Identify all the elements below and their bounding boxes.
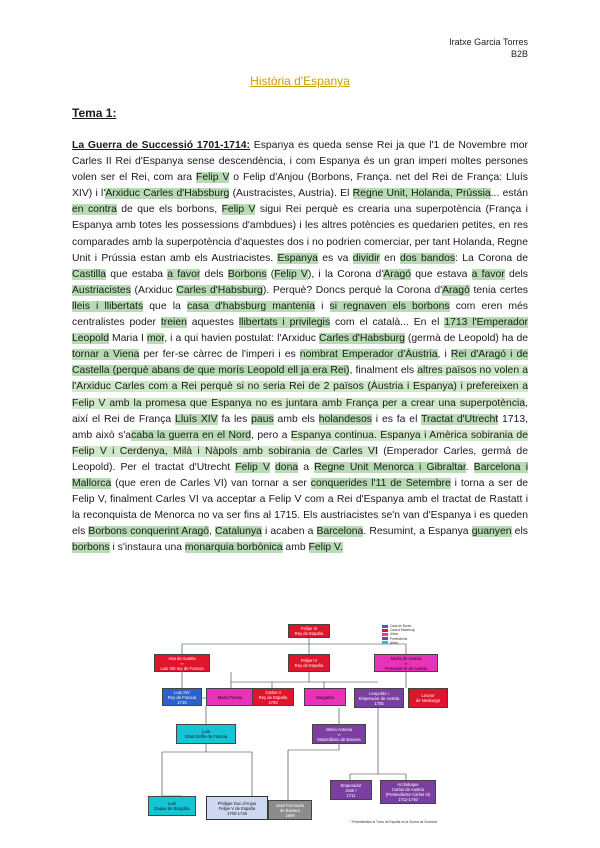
text-segment: els xyxy=(511,526,528,538)
node-leopold: Leopoldo I Emperador de Austria 1705 xyxy=(354,688,404,708)
text-segment: que estava xyxy=(411,268,472,280)
highlighted-text: Carles d'Habsburg xyxy=(319,333,405,345)
highlighted-text: Barcelona xyxy=(316,526,364,538)
text-segment: i s'instaura una xyxy=(109,542,185,554)
highlighted-text: monarquia borbònica xyxy=(184,542,283,554)
highlighted-text: guanyen xyxy=(471,526,512,538)
text-segment: Espanya es queda sense Rei ja que l'1 de Novembre mor Carles II Rei d'Espanya sense descendència, i com Espanya és un gran imperi moltes persones volen ser el Rei, com ara xyxy=(72,140,528,184)
text-segment: ), i la Corona d' xyxy=(307,268,384,280)
highlighted-text: Regne Unit Menorca i Gibraltar xyxy=(314,461,466,473)
paragraph-text xyxy=(72,140,528,553)
node-luis14: Luis XIV Rey de Francia 1715 xyxy=(162,688,202,706)
highlighted-text: Espanya continua. Espanya i Amèrica sobirania de Felip V i Cerdenya, Milà i Nàpols amb sobirania de Carles VI xyxy=(72,429,528,457)
highlighted-text: treien xyxy=(160,317,187,329)
highlighted-text: casa d'habsburg mantenia xyxy=(186,300,315,312)
highlighted-text: Tractat d'Utrecht xyxy=(421,413,499,425)
text-segment: que la xyxy=(143,300,187,312)
paragraph-lead: La Guerra de Successió 1701-1714: xyxy=(72,140,250,151)
text-segment: 1713, amb això s'a xyxy=(72,413,529,441)
highlighted-text: Aragó xyxy=(442,284,470,296)
highlighted-text: tornar a Viena xyxy=(72,349,140,361)
highlighted-text: altres països no volen a l'Arxiduc Carles com a Rei perquè si no seria Rei de 2 països (Àustria i Espanya) i prefereixen a Felip V amb la promesa que Espanya no es juntara amb França per a crear una superpotència xyxy=(72,365,529,409)
text-segment: (germà de Leopold) ha de xyxy=(404,333,528,345)
node-carles6: Archiduque Carlos de Austria (Pretendiente Carlos III) 1711-1740 xyxy=(380,780,436,804)
legend-item: Altres xyxy=(382,641,415,645)
text-segment: . Resumint, a Espanya xyxy=(363,526,472,538)
tree-legend xyxy=(382,624,415,645)
node-lluis: Luis Gran Delfín de Francia xyxy=(176,724,236,744)
text-segment: que estaba xyxy=(106,268,168,280)
text-segment: de que els borbons, xyxy=(116,204,222,216)
node-felip5: Philippe Duc d'Anjou Felipe V de España 1700-1746 xyxy=(206,796,268,820)
text-segment: , xyxy=(209,526,216,538)
text-segment: Maria I xyxy=(108,333,147,345)
author-name: Iratxe Garcia Torres xyxy=(449,37,528,47)
text-segment: amb xyxy=(282,542,309,554)
node-felip3: Felipe III Rey de España xyxy=(288,624,330,638)
text-segment: i es fa el xyxy=(371,413,422,425)
highlighted-text: llibertats i privilegis xyxy=(238,317,331,329)
highlighted-text: Borbons conquerint Aragó xyxy=(88,526,210,538)
node-josep1: Emperador José I 1711 xyxy=(330,780,372,800)
text-segment: (Arxiduc xyxy=(130,284,177,296)
highlighted-text: Aragó xyxy=(383,268,412,280)
text-segment: amb els xyxy=(273,413,319,425)
text-segment: ). Perquè? Doncs perquè la Corona d' xyxy=(262,284,443,296)
node-mantonia: María Antonia ∞ Maximiliano de Baviera xyxy=(312,724,366,744)
highlighted-text: nombrat Emperador d'Àustria xyxy=(299,349,438,361)
highlighted-text: Felip V xyxy=(235,461,270,473)
text-segment: (Emperador Carles, germà de Leopold). Per el tractat d'Utrecht xyxy=(72,445,528,473)
node-leonor: Leonor de Neoburgo xyxy=(408,688,448,708)
class-group: B2B xyxy=(510,49,528,59)
main-paragraph xyxy=(72,138,528,556)
author-block xyxy=(449,36,528,60)
text-segment: per fer-se càrrec de l'imperi i es xyxy=(139,349,300,361)
family-tree-diagram xyxy=(148,624,460,834)
node-mteresa: María Teresa xyxy=(206,688,254,706)
legend-item: Pretendents xyxy=(382,637,415,641)
legend-item: Altres xyxy=(382,632,415,636)
text-segment: . xyxy=(465,461,474,473)
text-segment: tenia certes xyxy=(469,284,528,296)
highlighted-text: Catalunya xyxy=(215,526,262,538)
text-segment: com el català... En el xyxy=(330,317,445,329)
text-segment: aquestes xyxy=(186,317,239,329)
highlighted-text: Felip V xyxy=(221,204,256,216)
text-segment: i xyxy=(314,300,330,312)
legend-item: Casa de Borbó xyxy=(382,624,415,628)
highlighted-text: Lluís XIV xyxy=(175,413,218,425)
text-segment: ... están xyxy=(490,188,529,200)
text-segment: , així el Rei de França xyxy=(72,397,528,425)
highlighted-text: Felip V xyxy=(196,172,230,184)
text-segment: ( xyxy=(266,268,275,280)
highlighted-text: 1713 l'Emperador Leopold xyxy=(72,317,528,345)
text-segment: a xyxy=(298,461,315,473)
text-segment: es va xyxy=(317,252,353,264)
node-felip4: Felipe IV Rey de España xyxy=(288,654,330,672)
highlighted-text: borbons xyxy=(72,542,110,554)
text-segment: i torna a ser de Felip V, finalment Carles VI va acceptar a Felip V com a Rei d'Espanya amb el tractat de Rastatt i la reconquista de Menorca no va ser fins al 1715. Els austriacistes se'n van d'Espanya i es queden els xyxy=(72,477,528,538)
highlighted-text: dona xyxy=(275,461,299,473)
node-josep: José Fernando de Baviera 1699 xyxy=(268,800,312,820)
highlighted-text: dos bandos xyxy=(399,252,456,264)
section-heading: Tema 1: xyxy=(72,106,117,120)
highlighted-text: Arxiduc Carles d'Habsburg xyxy=(105,188,230,200)
highlighted-text: Barcelona i Mallorca xyxy=(72,461,528,489)
text-segment: dels xyxy=(200,268,228,280)
highlighted-text: Regne Unit, Holanda, Prússia xyxy=(352,188,491,200)
text-segment: fa les xyxy=(217,413,252,425)
text-segment: i acaben a xyxy=(261,526,317,538)
highlighted-text: Castilla xyxy=(72,268,107,280)
tree-footnote: * Pretendientes al Trono de España en la Guerra de Sucesión xyxy=(350,820,438,824)
highlighted-text: Carles d'Habsburg xyxy=(176,284,263,296)
highlighted-text: Rei d'Aragó i de Castella (perquè abans de que morís Leopold ell ja era Rei) xyxy=(72,349,529,377)
highlighted-text: Felip V xyxy=(274,268,308,280)
highlighted-text: lleis i llibertats xyxy=(72,300,144,312)
text-segment: dels xyxy=(504,268,529,280)
text-segment: com eren més centralistes poder xyxy=(72,300,528,329)
text-segment: , finalment els xyxy=(349,365,418,377)
text-segment: (que eren de Carles VI) van tornar a ser xyxy=(111,477,311,489)
node-carles2: Carlos II Rey de España 1700 xyxy=(252,688,294,706)
highlighted-text: a favor xyxy=(471,268,505,280)
highlighted-text: caba la guerra en el Nord xyxy=(131,429,252,441)
text-segment: , i a qui havien postulat: l'Arxiduc xyxy=(164,333,320,345)
highlighted-text: Austriacistes xyxy=(72,284,131,296)
node-lluis2: Luis Duque de Borgoña xyxy=(148,796,196,816)
highlighted-text: conquerides l'11 de Setembre xyxy=(310,477,451,489)
highlighted-text: en contra xyxy=(72,204,117,216)
text-segment: (Austracistes, Austria). El xyxy=(229,188,353,200)
highlighted-text: a favor xyxy=(167,268,201,280)
document-title: Història d'Espanya xyxy=(250,74,350,88)
legend-item: Casa d'Habsburg xyxy=(382,628,415,632)
text-segment: , i xyxy=(437,349,451,361)
highlighted-text: Felip V. xyxy=(308,542,343,554)
highlighted-text: paus xyxy=(251,413,274,425)
text-segment: : La Corona de xyxy=(455,252,528,264)
highlighted-text: si regnaven els borbons xyxy=(329,300,450,312)
text-segment: o Felip d'Anjou (Borbons, França. net del Rei de França: Lluís XIV) i l' xyxy=(72,172,528,200)
highlighted-text: holandesos xyxy=(318,413,372,425)
highlighted-text: dividir xyxy=(352,252,380,264)
node-ana: Ana de Austria ∞ Luis XIII rey de Francia xyxy=(154,654,210,672)
text-segment: en xyxy=(379,252,400,264)
highlighted-text: Borbons xyxy=(227,268,267,280)
highlighted-text: mor xyxy=(146,333,165,345)
node-maria: María de Austria ∞ Fernando III de Austria xyxy=(374,654,438,672)
node-margarita: Margarita xyxy=(304,688,346,706)
highlighted-text: Espanya xyxy=(277,252,318,264)
text-segment: , pero a xyxy=(251,429,291,441)
text-segment: sigui Rei perquè es crearia una superpotència (França i Espanya amb totes les possessions d'ambdues) i les altres potències es quedarien petites, en res comparades amb la superpotència d'aquestes dos i no podrien comerciar, per tant Holanda, Regne Unit i Prússia estan amb els Austriacistes. xyxy=(72,204,528,264)
